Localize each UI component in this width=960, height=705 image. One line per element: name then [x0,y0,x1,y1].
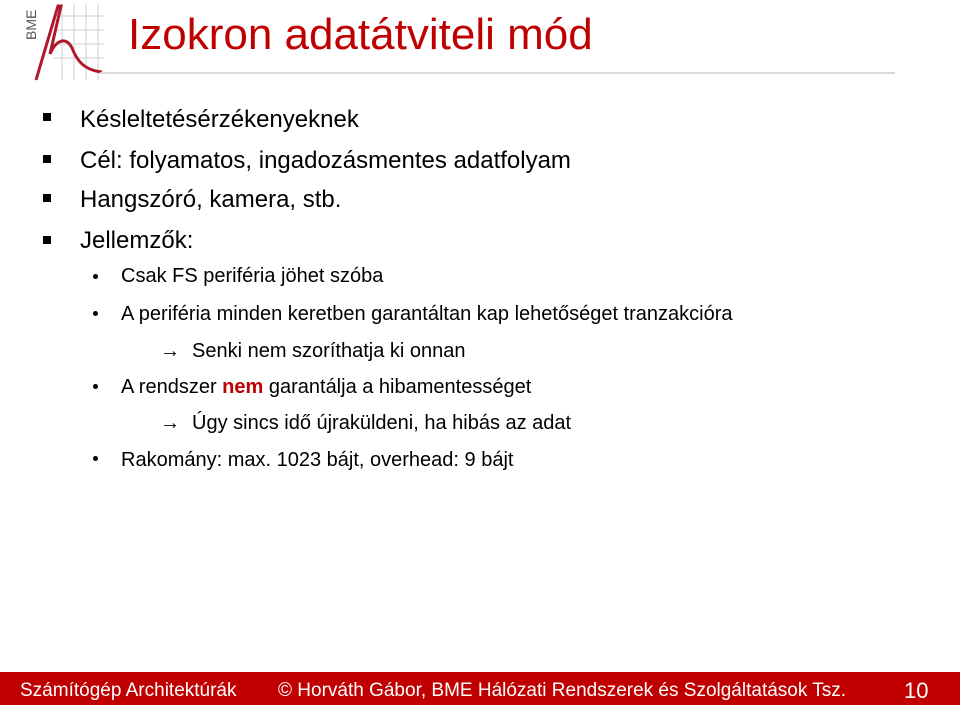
sub-bullet-3-post: garantálja a hibamentességet [263,376,532,398]
arrow-note-1-text: Senki nem szoríthatja ki onnan [192,340,466,362]
square-bullet-icon [43,194,51,202]
bullet-2: Cél: folyamatos, ingadozásmentes adatfolyam [80,147,571,174]
bme-logo [14,0,104,82]
title-divider [100,72,895,74]
bullet-1: Késleltetésérzékenyeknek [80,106,359,133]
dot-bullet-icon [93,384,98,389]
sub-bullet-4: Rakomány: max. 1023 bájt, overhead: 9 bájt [121,449,514,471]
footer-course: Számítógép Architektúrák [20,680,237,701]
arrow-note-2 [160,412,571,435]
page-number: 10 [904,678,929,703]
right-arrow-icon: → [160,340,180,362]
arrow-note-1 [160,340,466,363]
square-bullet-icon [43,155,51,163]
logo-text: BME [23,9,39,40]
footer-copyright: © Horváth Gábor, BME Hálózati Rendszerek és Szolgáltatások Tsz. [278,680,847,701]
slide-title: Izokron adatátviteli mód [128,10,593,59]
footer-bar [0,672,960,705]
square-bullet-icon [43,113,51,121]
square-bullet-icon [43,236,51,244]
bullet-3: Hangszóró, kamera, stb. [80,186,342,213]
sub-bullet-1: Csak FS periféria jöhet szóba [121,265,384,287]
dot-bullet-icon [93,274,98,279]
sub-bullet-3 [121,376,531,399]
dot-bullet-icon [93,456,98,461]
sub-bullet-2: A periféria minden keretben garantáltan kap lehetőséget tranzakcióra [121,303,733,325]
arrow-note-2-text: Úgy sincs idő újraküldeni, ha hibás az adat [192,412,572,434]
sub-bullet-3-pre: A rendszer [121,376,223,398]
dot-bullet-icon [93,311,98,316]
emphasis-nem: nem [222,376,264,398]
right-arrow-icon: → [160,412,180,434]
bullet-4: Jellemzők: [80,227,194,254]
